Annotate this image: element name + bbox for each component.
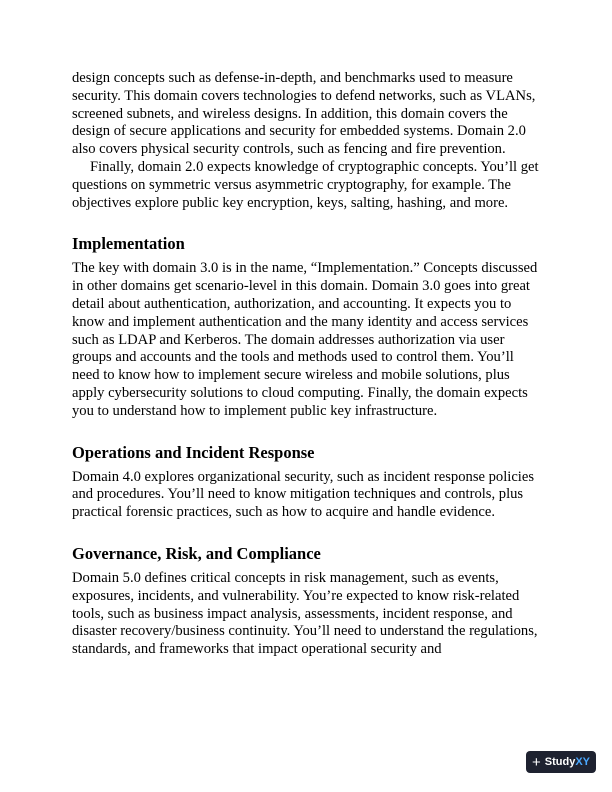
page-body: [72, 70, 544, 659]
studyxy-badge[interactable]: [526, 751, 596, 773]
section-body: The key with domain 3.0 is in the name, “Implementation.” Concepts discussed in other domains get scenario-level in this domain. Domain 3.0 goes into great detail about authentication, authorization, and accounting. It expects you to know and implement authentication and the many identity and access services such as LDAP and Kerberos. The domain addresses authorization via user groups and accounts and the tools and methods used to control them. You’ll need to know how to implement secure wireless and mobile solutions, plus apply cybersecurity solutions to cloud computing. Finally, the domain expects you to understand how to implement public key infrastructure.: [72, 260, 538, 419]
intro-paragraph-2: Finally, domain 2.0 expects knowledge of cryptographic concepts. You’ll get questions on symmetric versus asymmetric cryptography, for example. The objectives explore public key encryption, keys, salting, hashing, and more.: [72, 158, 539, 211]
intro-paragraph-1: design concepts such as defense-in-depth, and benchmarks used to measure security. This domain covers technologies to defend networks, such as VLANs, screened subnets, and wireless designs. In addition, this domain covers the design of secure applications and security for embedded systems. Domain 2.0 also covers physical security controls, such as fencing and fire prevention.: [72, 70, 536, 158]
section-heading: Implementation: [72, 234, 185, 254]
section-governance: [72, 544, 544, 659]
badge-word-xy: XY: [575, 756, 591, 768]
section-body: Domain 4.0 explores organizational security, such as incident response policies and procedures. You’ll need to know mitigation techniques and controls, plus practical forensic practices, such as how to acquire and handle evidence.: [72, 468, 535, 521]
section-operations: [72, 443, 544, 522]
section-heading: Governance, Risk, and Compliance: [72, 543, 321, 563]
plus-icon: +: [532, 753, 541, 771]
section-implementation: [72, 234, 544, 420]
section-body: Domain 5.0 defines critical concepts in risk management, such as events, exposures, incidents, and vulnerability. You’re expected to know risk-related tools, such as business impact analysis, assessments, incident response, and disaster recovery/business continuity. You’ll need to understand the regulations, standards, and frameworks that impact operational security and: [72, 569, 538, 658]
badge-word-study: Study: [544, 756, 576, 768]
section-heading: Operations and Incident Response: [72, 442, 315, 462]
